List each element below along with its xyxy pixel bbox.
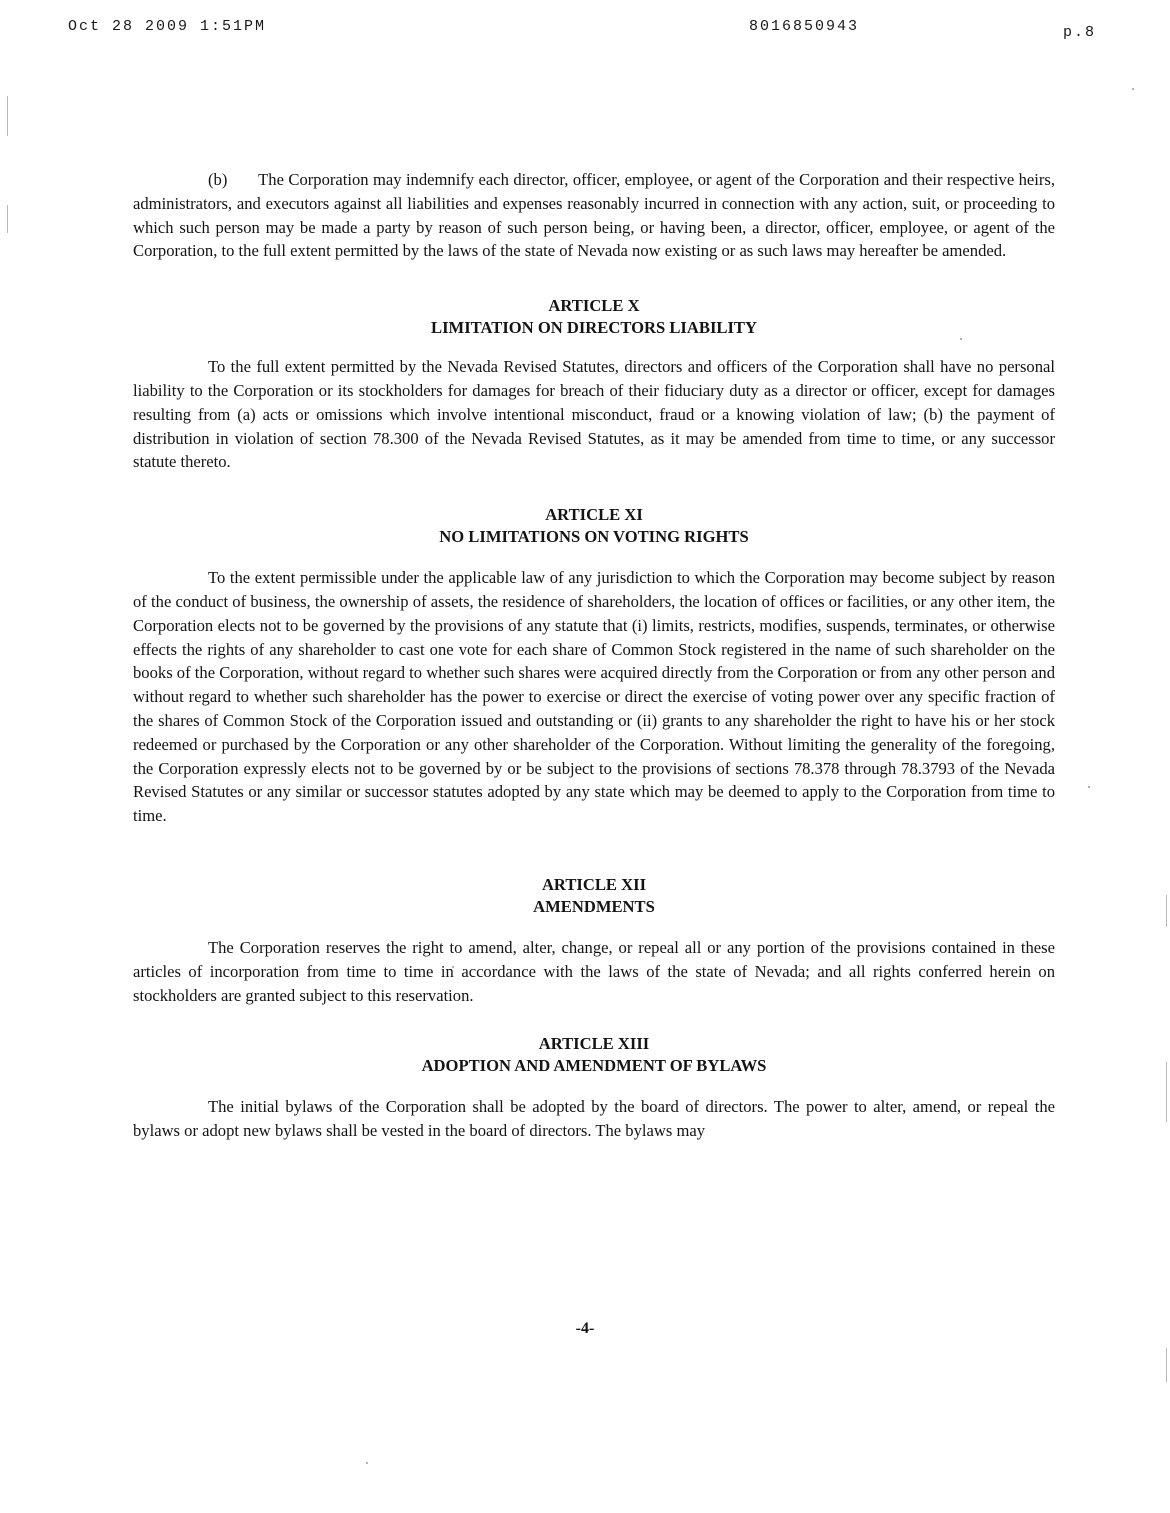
article-xii-section	[133, 874, 1055, 1007]
article-xiii-section	[133, 1033, 1055, 1143]
scan-artifact-left-1	[7, 96, 8, 136]
document-body	[133, 168, 1055, 1143]
article-xii-body: The Corporation reserves the right to amend, alter, change, or repeal all or any portion of the provisions contained in these articles of incorporation from time to time in accordance with the laws of the state of Nevada; and all rights conferred herein on stockholders are granted subject to this reservation.	[133, 937, 1055, 1005]
fax-page-indicator: p.8	[1063, 24, 1097, 41]
article-xiii-body: The initial bylaws of the Corporation shall be adopted by the board of directors. The power to alter, amend, or repeal the bylaws or adopt new bylaws shall be vested in the board of directors. The bylaws may	[133, 1097, 1055, 1141]
scan-artifact-right-2	[1166, 1062, 1167, 1122]
scan-speck	[1088, 786, 1090, 788]
scan-speck	[1132, 88, 1134, 90]
article-x-number: ARTICLE X	[548, 296, 640, 316]
scan-artifact-right-3	[1166, 1348, 1167, 1382]
article-xiii-number: ARTICLE XIII	[538, 1034, 650, 1054]
article-xi-body: To the extent permissible under the applicable law of any jurisdiction to which the Corporation may become subject by reason of the conduct of business, the ownership of assets, the residence of shareholders, the location of offices or facilities, or any other item, the Corporation elects not to be governed by the provisions of any statute that (i) limits, restricts, modifies, suspends, terminates, or otherwise effects the rights of any shareholder to cast one vote for each share of Common Stock registered in the name of such shareholder on the books of the Corporation, without regard to whether such shares were acquired directly from the Corporation or from any other person and without regard to whether such shareholder has the power to exercise or direct the exercise of voting power over any specific fraction of the shares of Common Stock of the Corporation issued and outstanding or (ii) grants to any shareholder the right to have his or her stock redeemed or purchased by the Corporation or any other shareholder of the Corporation. Without limiting the generality of the foregoing, the Corporation expressly elects not to be governed by or be subject to the provisions of sections 78.378 through 78.3793 of the Nevada Revised Statutes or any similar or successor statutes adopted by any state which may be deemed to apply to the Corporation from time to time.	[133, 568, 1055, 826]
article-x-body: To the full extent permitted by the Nevada Revised Statutes, directors and officers of the Corporation shall have no personal liability to the Corporation or its stockholders for damages for breach of their fiduciary duty as a director or officer, except for damages resulting from (a) acts or omissions which involve intentional misconduct, fraud or a knowing violation of law; (b) the payment of distribution in violation of section 78.300 of the Nevada Revised Statutes, as it may be amended from time to time, or any successor statute thereto.	[133, 357, 1055, 472]
paragraph-indemnification-b: (b) The Corporation may indemnify each director, officer, employee, or agent of the Corporation and their respective heirs, administrators, and executors against all liabilities and expenses reasonably incurred in connection with any action, suit, or proceeding to which such person may be made a party by reason of such person being, or having been, a director, officer, employee, or agent of the Corporation, to the full extent permitted by the laws of the state of Nevada now existing or as such laws may hereafter be amended.	[133, 170, 1055, 261]
article-x-section	[133, 295, 1055, 474]
scan-artifact-right-1	[1166, 895, 1167, 927]
fax-header	[0, 18, 1170, 42]
article-xi-section	[133, 504, 1055, 828]
article-xii-number: ARTICLE XII	[541, 874, 647, 894]
scan-speck	[366, 1462, 368, 1464]
page-number: -4-	[575, 1320, 595, 1337]
fax-number: 8016850943	[749, 18, 860, 35]
article-xi-title: NO LIMITATIONS ON VOTING RIGHTS	[439, 527, 749, 547]
article-xi-number: ARTICLE XI	[545, 505, 643, 525]
fax-datetime: Oct 28 2009 1:51PM	[68, 18, 267, 35]
article-xiii-title: ADOPTION AND AMENDMENT OF BYLAWS	[421, 1056, 767, 1076]
article-xii-title: AMENDMENTS	[533, 896, 655, 916]
scan-artifact-left-2	[7, 205, 8, 233]
article-x-title: LIMITATION ON DIRECTORS LIABILITY	[431, 318, 757, 338]
